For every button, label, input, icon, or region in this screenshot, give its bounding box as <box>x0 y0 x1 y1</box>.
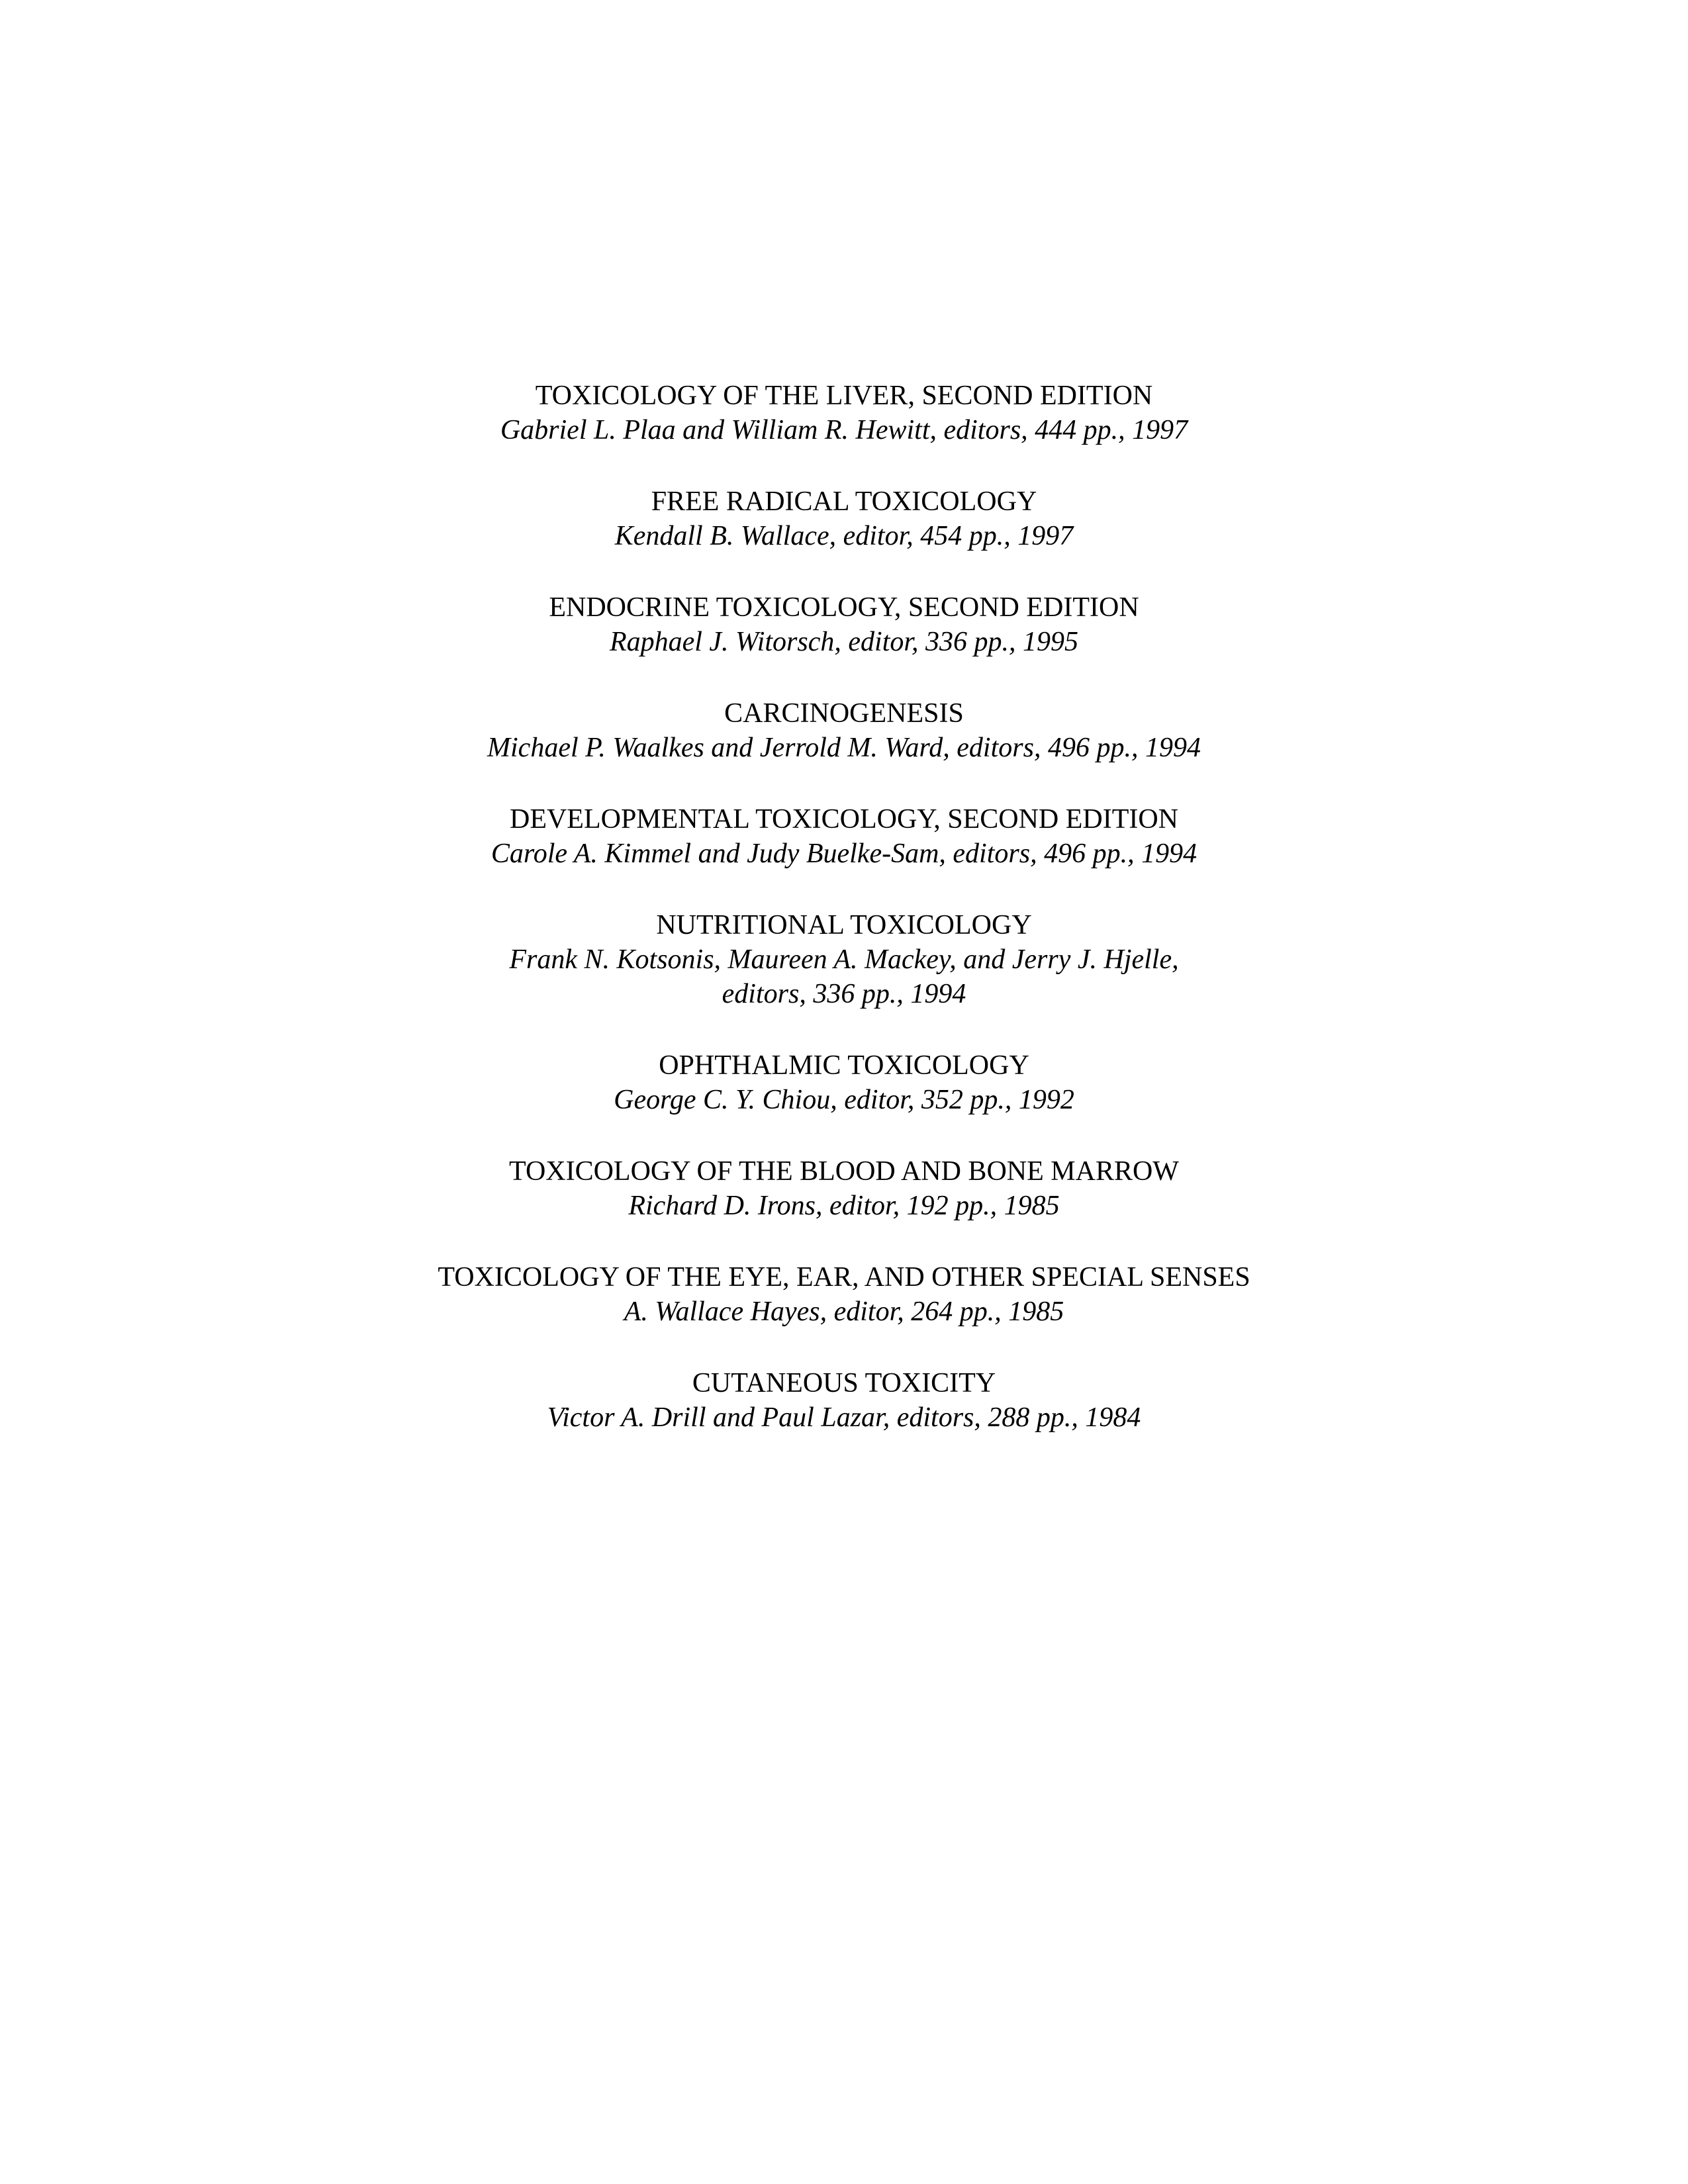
book-title: OPHTHALMIC TOXICOLOGY <box>659 1050 1029 1081</box>
book-byline: editors, 336 pp., 1994 <box>722 979 966 1009</box>
book-entry <box>281 802 1407 871</box>
book-entry <box>281 484 1407 553</box>
book-byline: George C. Y. Chiou, editor, 352 pp., 1992 <box>614 1085 1074 1115</box>
book-entry <box>281 1154 1407 1223</box>
book-byline: Frank N. Kotsonis, Maureen A. Mackey, and Jerry J. Hjelle, <box>509 944 1179 975</box>
book-title: ENDOCRINE TOXICOLOGY, SECOND EDITION <box>549 592 1139 623</box>
book-title: FREE RADICAL TOXICOLOGY <box>651 486 1037 517</box>
book-byline: Kendall B. Wallace, editor, 454 pp., 1997 <box>614 521 1074 551</box>
book-byline: Gabriel L. Plaa and William R. Hewitt, editors, 444 pp., 1997 <box>500 415 1188 445</box>
book-byline: Michael P. Waalkes and Jerrold M. Ward, editors, 496 pp., 1994 <box>487 733 1201 763</box>
book-byline: Richard D. Irons, editor, 192 pp., 1985 <box>628 1191 1060 1221</box>
book-title: CARCINOGENESIS <box>724 698 964 729</box>
book-byline: Victor A. Drill and Paul Lazar, editors, 288 pp., 1984 <box>547 1402 1141 1433</box>
book-title: CUTANEOUS TOXICITY <box>692 1368 996 1398</box>
book-byline: A. Wallace Hayes, editor, 264 pp., 1985 <box>624 1297 1064 1327</box>
book-title: NUTRITIONAL TOXICOLOGY <box>656 910 1032 940</box>
book-entry <box>281 1260 1407 1329</box>
book-byline: Carole A. Kimmel and Judy Buelke-Sam, editors, 496 pp., 1994 <box>491 839 1197 869</box>
book-entry <box>281 1366 1407 1435</box>
book-entry <box>281 590 1407 659</box>
book-entry <box>281 696 1407 765</box>
book-title: TOXICOLOGY OF THE LIVER, SECOND EDITION <box>535 381 1153 411</box>
book-title: TOXICOLOGY OF THE EYE, EAR, AND OTHER SPECIAL SENSES <box>438 1262 1250 1293</box>
book-entry <box>281 379 1407 447</box>
book-title: TOXICOLOGY OF THE BLOOD AND BONE MARROW <box>509 1156 1179 1187</box>
book-byline: Raphael J. Witorsch, editor, 336 pp., 1995 <box>609 627 1079 657</box>
book-entry <box>281 1048 1407 1117</box>
book-title: DEVELOPMENTAL TOXICOLOGY, SECOND EDITION <box>509 804 1179 835</box>
book-entry <box>281 908 1407 1011</box>
book-series-list <box>0 379 1688 1435</box>
